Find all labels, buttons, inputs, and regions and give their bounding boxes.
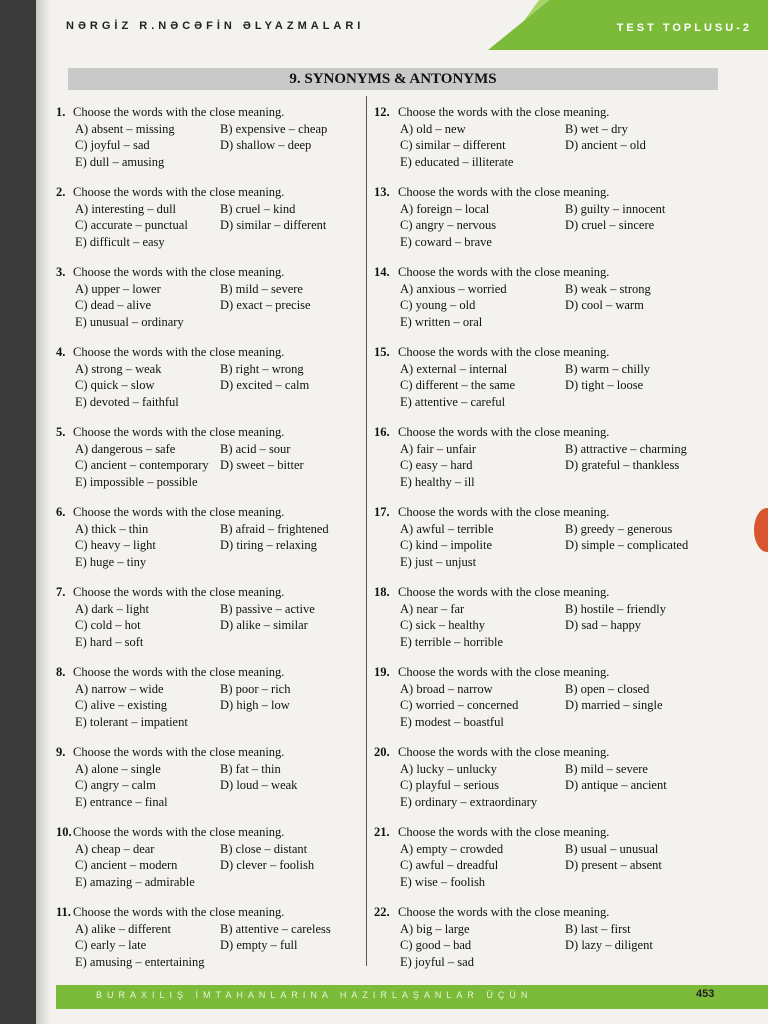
option-b: B) last – first (565, 921, 631, 936)
left-column (56, 104, 356, 984)
option-d: D) tiring – relaxing (220, 538, 317, 552)
option-a: A) alike – different (75, 921, 171, 936)
option-c: C) heavy – light (75, 538, 156, 552)
option-e: E) just – unjust (400, 554, 477, 569)
option-e: E) dull – amusing (75, 154, 165, 169)
option-a: A) upper – lower (75, 281, 161, 296)
option-c: C) ancient – modern (75, 858, 178, 872)
option-d: D) clever – foolish (220, 858, 315, 872)
question-prompt: Choose the words with the close meaning. (73, 585, 285, 599)
option-c: C) young – old (400, 298, 476, 312)
option-d: D) cruel – sincere (565, 218, 655, 232)
option-a: A) thick – thin (75, 521, 149, 536)
question-prompt: Choose the words with the close meaning. (73, 185, 285, 199)
section-title-bar (68, 68, 718, 90)
question-prompt: Choose the words with the close meaning. (398, 745, 610, 759)
question-prompt: Choose the words with the close meaning. (398, 665, 610, 679)
question-number: 13. (374, 185, 390, 199)
option-e: E) entrance – final (75, 794, 168, 809)
option-e: E) huge – tiny (75, 554, 147, 569)
option-c: C) playful – serious (400, 778, 499, 792)
option-b: B) acid – sour (220, 441, 291, 456)
option-b: B) weak – strong (565, 281, 651, 296)
question-prompt: Choose the words with the close meaning. (73, 505, 285, 519)
question-number: 19. (374, 665, 390, 679)
option-e: E) unusual – ordinary (75, 314, 184, 329)
option-d: D) sweet – bitter (220, 458, 304, 472)
option-c: C) dead – alive (75, 298, 152, 312)
question-item (374, 264, 704, 344)
option-c: C) different – the same (400, 378, 516, 392)
option-d: D) antique – ancient (565, 778, 667, 792)
question-number: 7. (56, 585, 66, 599)
option-d: D) present – absent (565, 858, 662, 872)
question-item (56, 664, 356, 744)
option-b: B) guilty – innocent (565, 201, 666, 216)
option-b: B) usual – unusual (565, 841, 659, 856)
question-number: 12. (374, 105, 390, 119)
question-item (374, 344, 704, 424)
question-number: 11. (56, 905, 71, 919)
option-a: A) narrow – wide (75, 681, 164, 696)
question-number: 16. (374, 425, 390, 439)
question-item (374, 184, 704, 264)
option-d: D) shallow – deep (220, 138, 312, 152)
option-c: C) angry – nervous (400, 218, 497, 232)
question-item (374, 104, 704, 184)
option-b: B) cruel – kind (220, 201, 296, 216)
option-c: C) awful – dreadful (400, 858, 499, 872)
question-number: 17. (374, 505, 390, 519)
question-item (374, 424, 704, 504)
question-number: 20. (374, 745, 390, 759)
question-item (374, 584, 704, 664)
option-c: C) kind – impolite (400, 538, 493, 552)
option-b: B) right – wrong (220, 361, 304, 376)
page-number: 453 (696, 988, 715, 1000)
option-d: D) sad – happy (565, 618, 642, 632)
option-b: B) greedy – generous (565, 521, 673, 536)
question-number: 3. (56, 265, 66, 279)
option-b: B) passive – active (220, 601, 315, 616)
page-tab-marker (754, 508, 768, 552)
question-number: 21. (374, 825, 390, 839)
option-e: E) amusing – entertaining (75, 954, 205, 969)
option-e: E) healthy – ill (400, 474, 475, 489)
option-d: D) loud – weak (220, 778, 298, 792)
question-item (56, 504, 356, 584)
option-a: A) big – large (400, 921, 470, 936)
question-item (56, 904, 356, 984)
option-a: A) absent – missing (75, 121, 175, 136)
option-d: D) high – low (220, 698, 290, 712)
question-prompt: Choose the words with the close meaning. (398, 345, 610, 359)
option-d: D) simple – complicated (565, 538, 689, 552)
option-a: A) external – internal (400, 361, 508, 376)
option-c: C) easy – hard (400, 458, 473, 472)
page-header (36, 0, 768, 55)
question-prompt: Choose the words with the close meaning. (398, 425, 610, 439)
option-c: C) angry – calm (75, 778, 156, 792)
option-e: E) hard – soft (75, 634, 144, 649)
option-e: E) attentive – careful (400, 394, 506, 409)
option-b: B) expensive – cheap (220, 121, 328, 136)
question-prompt: Choose the words with the close meaning. (73, 745, 285, 759)
option-d: D) similar – different (220, 218, 327, 232)
option-a: A) near – far (400, 601, 465, 616)
option-e: E) devoted – faithful (75, 394, 179, 409)
option-d: D) empty – full (220, 938, 298, 952)
option-a: A) fair – unfair (400, 441, 477, 456)
option-a: A) anxious – worried (400, 281, 507, 296)
question-number: 1. (56, 105, 66, 119)
question-item (56, 824, 356, 904)
question-prompt: Choose the words with the close meaning. (73, 265, 285, 279)
option-a: A) awful – terrible (400, 521, 494, 536)
question-prompt: Choose the words with the close meaning. (73, 665, 285, 679)
option-a: A) lucky – unlucky (400, 761, 497, 776)
option-c: C) alive – existing (75, 698, 167, 712)
question-item (56, 424, 356, 504)
option-c: C) sick – healthy (400, 618, 486, 632)
option-e: E) wise – foolish (400, 874, 486, 889)
option-c: C) joyful – sad (75, 138, 150, 152)
option-e: E) coward – brave (400, 234, 492, 249)
question-prompt: Choose the words with the close meaning. (73, 105, 285, 119)
question-number: 9. (56, 745, 66, 759)
question-number: 5. (56, 425, 66, 439)
question-prompt: Choose the words with the close meaning. (73, 905, 285, 919)
option-e: E) ordinary – extraordinary (400, 794, 538, 809)
option-e: E) modest – boastful (400, 714, 504, 729)
question-number: 22. (374, 905, 390, 919)
question-item (56, 744, 356, 824)
question-item (374, 744, 704, 824)
option-a: A) old – new (400, 121, 466, 136)
option-c: C) quick – slow (75, 378, 155, 392)
question-prompt: Choose the words with the close meaning. (73, 825, 285, 839)
question-item (56, 344, 356, 424)
option-d: D) excited – calm (220, 378, 310, 392)
question-prompt: Choose the words with the close meaning. (398, 825, 610, 839)
option-d: D) married – single (565, 698, 663, 712)
option-c: C) early – late (75, 938, 147, 952)
column-divider (366, 96, 367, 966)
option-a: A) alone – single (75, 761, 161, 776)
question-item (374, 504, 704, 584)
option-b: B) close – distant (220, 841, 308, 856)
question-item (374, 664, 704, 744)
section-title: 9. SYNONYMS & ANTONYMS (289, 71, 497, 87)
option-b: B) hostile – friendly (565, 601, 667, 616)
header-book-title: TEST TOPLUSU-2 (616, 22, 752, 34)
option-e: E) amazing – admirable (75, 874, 195, 889)
option-a: A) dangerous – safe (75, 441, 176, 456)
option-d: D) lazy – diligent (565, 938, 653, 952)
question-prompt: Choose the words with the close meaning. (73, 345, 285, 359)
question-item (56, 104, 356, 184)
footer-text: BURAXILIŞ İMTAHANLARINA HAZIRLAŞANLAR ÜÇÜN (96, 990, 533, 1000)
question-item (56, 264, 356, 344)
option-b: B) fat – thin (220, 761, 281, 776)
question-item (56, 584, 356, 664)
option-a: A) dark – light (75, 601, 149, 616)
question-prompt: Choose the words with the close meaning. (398, 505, 610, 519)
option-b: B) mild – severe (220, 281, 303, 296)
question-prompt: Choose the words with the close meaning. (398, 905, 610, 919)
option-e: E) impossible – possible (75, 474, 198, 489)
option-b: B) afraid – frightened (220, 521, 329, 536)
right-column (374, 104, 704, 984)
question-number: 4. (56, 345, 66, 359)
option-c: C) cold – hot (75, 618, 141, 632)
option-b: B) warm – chilly (565, 361, 651, 376)
option-b: B) poor – rich (220, 681, 291, 696)
question-number: 2. (56, 185, 66, 199)
question-number: 14. (374, 265, 390, 279)
question-number: 8. (56, 665, 66, 679)
question-number: 18. (374, 585, 390, 599)
option-d: D) cool – warm (565, 298, 644, 312)
question-item (374, 904, 704, 984)
option-c: C) good – bad (400, 938, 472, 952)
option-d: D) tight – loose (565, 378, 644, 392)
question-prompt: Choose the words with the close meaning. (398, 105, 610, 119)
question-item (56, 184, 356, 264)
option-e: E) joyful – sad (400, 954, 474, 969)
option-b: B) attentive – careless (220, 921, 331, 936)
question-number: 15. (374, 345, 390, 359)
option-c: C) accurate – punctual (75, 218, 188, 232)
question-item (374, 824, 704, 904)
option-c: C) ancient – contemporary (75, 458, 209, 472)
option-a: A) empty – crowded (400, 841, 504, 856)
option-b: B) wet – dry (565, 121, 628, 136)
option-e: E) educated – illiterate (400, 154, 514, 169)
option-b: B) open – closed (565, 681, 650, 696)
option-d: D) grateful – thankless (565, 458, 680, 472)
option-e: E) written – oral (400, 314, 483, 329)
question-number: 10. (56, 825, 72, 839)
option-d: D) alike – similar (220, 618, 308, 632)
option-d: D) ancient – old (565, 138, 646, 152)
option-a: A) interesting – dull (75, 201, 177, 216)
option-e: E) tolerant – impatient (75, 714, 188, 729)
question-prompt: Choose the words with the close meaning. (73, 425, 285, 439)
option-e: E) terrible – horrible (400, 634, 504, 649)
option-b: B) mild – severe (565, 761, 648, 776)
option-c: C) worried – concerned (400, 698, 519, 712)
question-prompt: Choose the words with the close meaning. (398, 585, 610, 599)
option-c: C) similar – different (400, 138, 506, 152)
option-a: A) foreign – local (400, 201, 490, 216)
option-a: A) cheap – dear (75, 841, 155, 856)
question-prompt: Choose the words with the close meaning. (398, 265, 610, 279)
question-number: 6. (56, 505, 66, 519)
question-prompt: Choose the words with the close meaning. (398, 185, 610, 199)
option-e: E) difficult – easy (75, 234, 165, 249)
book-page (36, 0, 768, 1024)
option-a: A) strong – weak (75, 361, 162, 376)
option-d: D) exact – precise (220, 298, 311, 312)
option-a: A) broad – narrow (400, 681, 493, 696)
option-b: B) attractive – charming (565, 441, 687, 456)
header-author-title: NƏRGİZ R.NƏCƏFİN ƏLYAZMALARI (66, 20, 365, 32)
